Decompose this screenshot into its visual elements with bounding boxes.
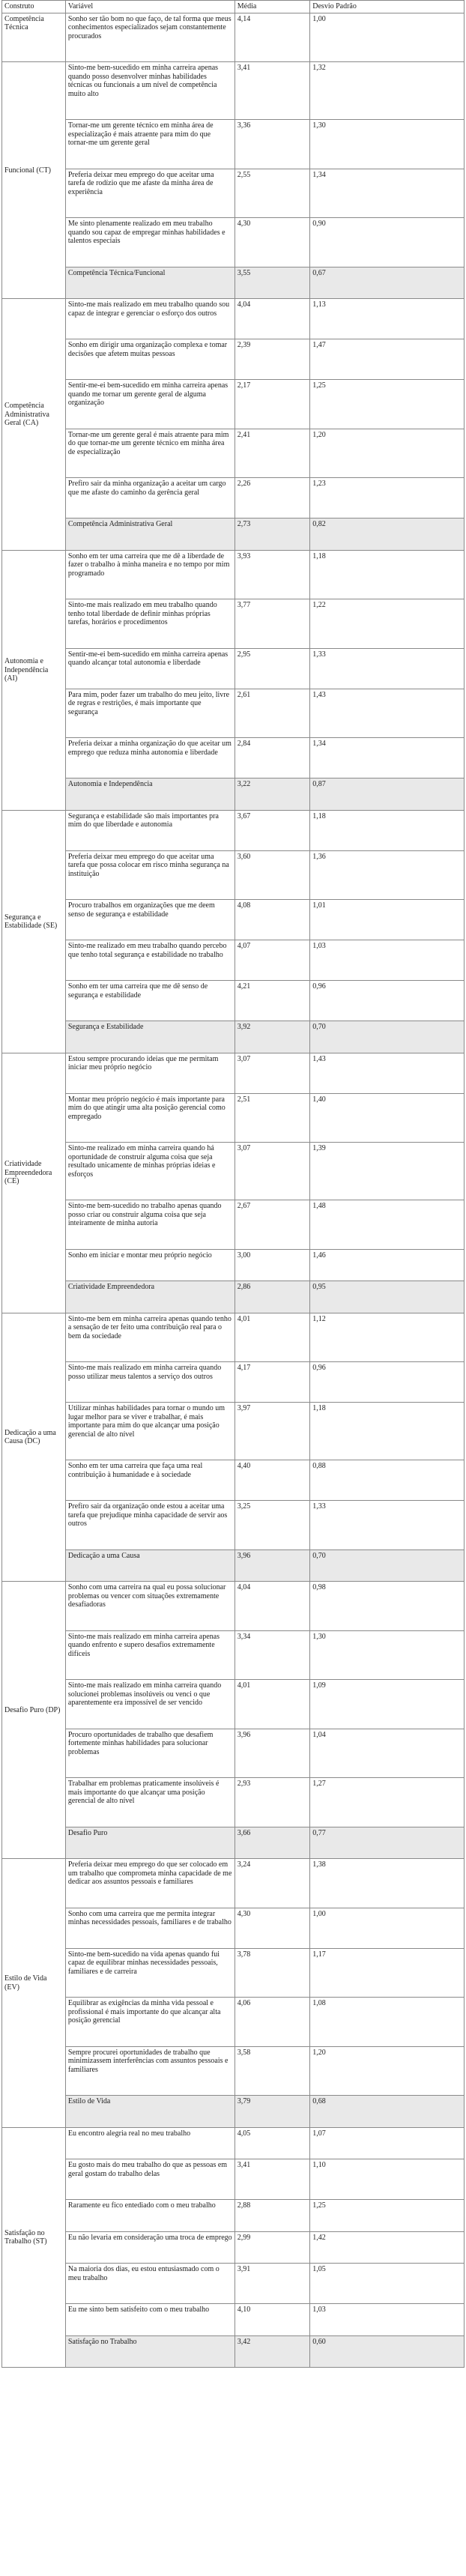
table-row [2,648,465,689]
table-row [2,1680,465,1729]
variable-cell: Sinto-me bem em minha carreira apenas quando tenho a sensação de ter feito uma contribuição real para o bem da sociedade [65,1313,234,1362]
construct-cell: Criatividade Empreendedora (CE) [2,1053,66,1313]
total-row [2,267,465,299]
total-mean: 2,86 [234,1281,309,1313]
variable-cell: Preferia deixar meu emprego do que aceitar uma tarefa de rodízio que me afaste da minha área de experiência [65,169,234,218]
construct-cell: Funcional (CT) [2,62,66,299]
table-row [2,900,465,940]
mean-cell: 4,08 [234,900,309,940]
sd-cell: 1,30 [310,1630,465,1680]
total-mean: 3,96 [234,1549,309,1582]
sd-cell: 1,33 [310,1501,465,1550]
total-sd: 0,68 [310,2096,465,2128]
header-row [2,1,465,13]
variable-cell: Montar meu próprio negócio é mais importante para mim do que atingir uma alta posição gerencial como empregado [65,1093,234,1143]
variable-cell: Equilibrar as exigências da minha vida pessoal e profissional é mais importante do que alcançar alta posição gerencial [65,1998,234,2047]
sd-cell: 1,39 [310,1143,465,1200]
table-row [2,2304,465,2336]
variable-cell: Sinto-me realizado em minha carreira quando há oportunidade de construir alguma coisa que seja resultado unicamente de minhas próprias ideias e esforços [65,1143,234,1200]
variable-cell: Na maioria dos dias, eu estou entusiasmado com o meu trabalho [65,2264,234,2304]
table-row [2,62,465,120]
sd-cell: 0,98 [310,1582,465,1631]
table-row [2,1403,465,1460]
mean-cell: 4,04 [234,299,309,339]
table-row [2,2231,465,2264]
construct-cell: Competência Administrativa Geral (CA) [2,299,66,551]
total-sd: 0,87 [310,778,465,811]
mean-cell: 3,67 [234,810,309,850]
sd-cell: 1,25 [310,2200,465,2232]
sd-cell: 1,48 [310,1200,465,1250]
total-mean: 3,42 [234,2335,309,2368]
variable-cell: Eu gosto mais do meu trabalho do que as pessoas em geral gostam do trabalho delas [65,2159,234,2200]
total-row [2,518,465,551]
mean-cell: 2,88 [234,2200,309,2232]
header-media: Média [234,1,309,13]
variable-cell: Sinto-me realizado em meu trabalho quando percebo que tenho total segurança e estabilidade no trabalho [65,940,234,981]
sd-cell: 1,38 [310,1859,465,1908]
mean-cell: 4,01 [234,1313,309,1362]
total-label: Competência Administrativa Geral [65,518,234,551]
table-row [2,169,465,218]
sd-cell: 1,10 [310,2159,465,2200]
variable-cell: Eu me sinto bem satisfeito com o meu trabalho [65,2304,234,2336]
variable-cell: Eu não levaria em consideração uma troca de emprego [65,2231,234,2264]
total-label: Autonomia e Independência [65,778,234,811]
mean-cell: 3,78 [234,1948,309,1998]
variable-cell: Preferia deixar a minha organização do que aceitar um emprego que reduza minha autonomia e liberdade [65,738,234,778]
total-sd: 0,70 [310,1549,465,1582]
mean-cell: 2,61 [234,689,309,738]
table-row [2,1501,465,1550]
sd-cell: 1,05 [310,2264,465,2304]
sd-cell: 1,03 [310,2304,465,2336]
sd-cell: 1,30 [310,120,465,169]
variable-cell: Sinto-me mais realizado em minha carreira apenas quando enfrento e supero desafios extremamente difíceis [65,1630,234,1680]
sd-cell: 1,34 [310,738,465,778]
sd-cell: 0,90 [310,218,465,267]
total-label: Satisfação no Trabalho [65,2335,234,2368]
mean-cell: 2,99 [234,2231,309,2264]
variable-cell: Me sinto plenamente realizado em meu trabalho quando sou capaz de empregar minhas habilidades e talentos especiais [65,218,234,267]
variable-cell: Sonho em ter uma carreira que faça uma real contribuição à humanidade e à sociedade [65,1460,234,1501]
sd-cell: 1,07 [310,2127,465,2159]
total-label: Desafio Puro [65,1827,234,1859]
sd-cell: 1,13 [310,299,465,339]
construct-cell: Segurança e Estabilidade (SE) [2,810,66,1053]
table-row [2,599,465,649]
sd-cell: 1,04 [310,1729,465,1778]
sd-cell: 1,00 [310,1908,465,1948]
construct-cell: Dedicação a uma Causa (DC) [2,1313,66,1582]
sd-cell: 1,18 [310,550,465,599]
table-row [2,1630,465,1680]
total-row [2,778,465,811]
mean-cell: 4,21 [234,981,309,1021]
sd-cell: 1,34 [310,169,465,218]
variable-cell: Preferia deixar meu emprego do que ser colocado em um trabalho que comprometa minha capacidade de me dedicar aos assuntos pessoais e familiares [65,1859,234,1908]
sd-cell: 1,00 [310,13,465,62]
table-row [2,689,465,738]
sd-cell: 1,08 [310,1998,465,2047]
variable-cell: Sonho em ter uma carreira que me dê a liberdade de fazer o trabalho à minha maneira e no tempo por mim programado [65,550,234,599]
table-row [2,1859,465,1908]
construct-cell: Autonomia e Independência (AI) [2,550,66,810]
sd-cell: 1,32 [310,62,465,120]
variable-cell: Sonho em iniciar e montar meu próprio negócio [65,1249,234,1281]
header-variavel: Variável [65,1,234,13]
sd-cell: 1,40 [310,1093,465,1143]
mean-cell: 4,30 [234,218,309,267]
mean-cell: 2,93 [234,1778,309,1827]
table-row [2,1313,465,1362]
table-row [2,120,465,169]
total-mean: 3,55 [234,267,309,299]
variable-cell: Sempre procurei oportunidades de trabalho que minimizassem interferências com assuntos pessoais e familiares [65,2046,234,2096]
mean-cell: 2,67 [234,1200,309,1250]
table-row [2,1908,465,1948]
table-row [2,1998,465,2047]
mean-cell: 4,01 [234,1680,309,1729]
table-row [2,2127,465,2159]
total-sd: 0,70 [310,1021,465,1053]
table-row [2,2046,465,2096]
mean-cell: 4,17 [234,1362,309,1403]
mean-cell: 3,00 [234,1249,309,1281]
total-label: Dedicação a uma Causa [65,1549,234,1582]
total-row [2,2335,465,2368]
table-row [2,339,465,380]
total-label: Segurança e Estabilidade [65,1021,234,1053]
header-desvio: Desvio Padrão [310,1,465,13]
variable-cell: Preferia deixar meu emprego do que aceitar uma tarefa que possa colocar em risco minha segurança na instituição [65,850,234,900]
table-row [2,218,465,267]
sd-cell: 1,43 [310,689,465,738]
mean-cell: 4,10 [234,2304,309,2336]
variable-cell: Sonho com uma carreira que me permita integrar minhas necessidades pessoais, familiares e de trabalho [65,1908,234,1948]
sd-cell: 1,25 [310,380,465,429]
table-row [2,1093,465,1143]
mean-cell: 4,04 [234,1582,309,1631]
mean-cell: 3,07 [234,1143,309,1200]
total-mean: 2,73 [234,518,309,551]
variable-cell: Sinto-me bem-sucedido na vida apenas quando fui capaz de equilibrar minhas necessidades pessoais, familiares e de carreira [65,1948,234,1998]
mean-cell: 3,97 [234,1403,309,1460]
mean-cell: 3,07 [234,1053,309,1093]
total-sd: 0,60 [310,2335,465,2368]
table-row [2,478,465,518]
sd-cell: 1,22 [310,599,465,649]
variable-cell: Sinto-me bem-sucedido em minha carreira apenas quando posso desenvolver minhas habilidades técnicas ou funcionais a um nível de competência muito alto [65,62,234,120]
sd-cell: 1,18 [310,810,465,850]
total-sd: 0,95 [310,1281,465,1313]
mean-cell: 3,25 [234,1501,309,1550]
total-mean: 3,79 [234,2096,309,2128]
variable-cell: Eu encontro alegria real no meu trabalho [65,2127,234,2159]
mean-cell: 4,40 [234,1460,309,1501]
mean-cell: 3,36 [234,120,309,169]
sd-cell: 0,96 [310,1362,465,1403]
mean-cell: 2,95 [234,648,309,689]
total-sd: 0,82 [310,518,465,551]
mean-cell: 3,58 [234,2046,309,2096]
table-row [2,429,465,478]
variable-cell: Segurança e estabilidade são mais importantes pra mim do que liberdade e autonomia [65,810,234,850]
sd-cell: 1,09 [310,1680,465,1729]
table-row [2,1200,465,1250]
variable-cell: Utilizar minhas habilidades para tornar o mundo um lugar melhor para se viver e trabalhar, é mais importante para mim do que alcançar uma posição gerencial de alto nível [65,1403,234,1460]
total-row [2,2096,465,2128]
mean-cell: 2,26 [234,478,309,518]
table-row [2,738,465,778]
variable-cell: Procuro oportunidades de trabalho que desafiem fortemente minhas habilidades para solucionar problemas [65,1729,234,1778]
mean-cell: 4,05 [234,2127,309,2159]
sd-cell: 1,42 [310,2231,465,2264]
mean-cell: 4,14 [234,13,309,62]
mean-cell: 2,84 [234,738,309,778]
variable-cell: Estou sempre procurando ideias que me permitam iniciar meu próprio negócio [65,1053,234,1093]
mean-cell: 4,30 [234,1908,309,1948]
mean-cell: 3,34 [234,1630,309,1680]
variable-cell: Prefiro sair da minha organização a aceitar um cargo que me afaste do caminho da gerência geral [65,478,234,518]
total-mean: 3,66 [234,1827,309,1859]
variable-cell: Trabalhar em problemas praticamente insolúveis é mais importante do que alcançar uma posição gerencial de alto nível [65,1778,234,1827]
mean-cell: 3,96 [234,1729,309,1778]
sd-cell: 1,27 [310,1778,465,1827]
table-row [2,13,465,62]
sd-cell: 1,33 [310,648,465,689]
sd-cell: 0,96 [310,981,465,1021]
table-row [2,380,465,429]
sd-cell: 1,47 [310,339,465,380]
sd-cell: 1,43 [310,1053,465,1093]
table-row [2,1249,465,1281]
mean-cell: 2,41 [234,429,309,478]
variable-cell: Raramente eu fico entediado com o meu trabalho [65,2200,234,2232]
variable-cell: Sonho ser tão bom no que faço, de tal forma que meus conhecimentos especializados sejam constantemente procurados [65,13,234,62]
constructs-table [1,0,465,2368]
total-label: Competência Técnica/Funcional [65,267,234,299]
construct-cell: Estilo de Vida (EV) [2,1859,66,2128]
table-row [2,1948,465,1998]
sd-cell: 1,01 [310,900,465,940]
variable-cell: Sentir-me-ei bem-sucedido em minha carreira apenas quando me tornar um gerente geral de alguma organização [65,380,234,429]
table-row [2,1362,465,1403]
table-row [2,810,465,850]
table-row [2,850,465,900]
construct-cell: Desafio Puro (DP) [2,1582,66,1859]
sd-cell: 1,18 [310,1403,465,1460]
variable-cell: Tornar-me um gerente geral é mais atraente para mim do que tornar-me um gerente técnico em minha área de especialização [65,429,234,478]
construct-cell: Satisfação no Trabalho (ST) [2,2127,66,2368]
mean-cell: 2,39 [234,339,309,380]
variable-cell: Tornar-me um gerente técnico em minha área de especialização é mais atraente para mim do que tornar-me um gerente geral [65,120,234,169]
total-sd: 0,77 [310,1827,465,1859]
sd-cell: 0,88 [310,1460,465,1501]
construct-cell: Competência Técnica [2,13,66,62]
variable-cell: Procuro trabalhos em organizações que me deem senso de segurança e estabilidade [65,900,234,940]
variable-cell: Sonho em ter uma carreira que me dê senso de segurança e estabilidade [65,981,234,1021]
variable-cell: Sinto-me mais realizado em minha carreira quando posso utilizar meus talentos a serviço dos outros [65,1362,234,1403]
table-row [2,1460,465,1501]
sd-cell: 1,36 [310,850,465,900]
table-row [2,1143,465,1200]
total-mean: 3,22 [234,778,309,811]
variable-cell: Prefiro sair da organização onde estou a aceitar uma tarefa que prejudique minha capacidade de servir aos outros [65,1501,234,1550]
sd-cell: 1,20 [310,429,465,478]
total-label: Estilo de Vida [65,2096,234,2128]
sd-cell: 1,46 [310,1249,465,1281]
variable-cell: Sinto-me mais realizado em meu trabalho quando sou capaz de integrar e gerenciar o esforço dos outros [65,299,234,339]
total-row [2,1827,465,1859]
mean-cell: 4,07 [234,940,309,981]
mean-cell: 4,06 [234,1998,309,2047]
mean-cell: 2,51 [234,1093,309,1143]
mean-cell: 3,77 [234,599,309,649]
total-mean: 3,92 [234,1021,309,1053]
sd-cell: 1,12 [310,1313,465,1362]
table-row [2,1053,465,1093]
table-row [2,940,465,981]
table-row [2,2264,465,2304]
total-row [2,1549,465,1582]
variable-cell: Sonho em dirigir uma organização complexa e tomar decisões que afetem muitas pessoas [65,339,234,380]
mean-cell: 3,41 [234,2159,309,2200]
mean-cell: 3,60 [234,850,309,900]
variable-cell: Sinto-me mais realizado em meu trabalho quando tenho total liberdade de definir minhas próprias tarefas, horários e procedimentos [65,599,234,649]
total-sd: 0,67 [310,267,465,299]
mean-cell: 3,24 [234,1859,309,1908]
variable-cell: Para mim, poder fazer um trabalho do meu jeito, livre de regras e restrições, é mais importante que segurança [65,689,234,738]
table-row [2,299,465,339]
sd-cell: 1,03 [310,940,465,981]
total-row [2,1281,465,1313]
variable-cell: Sinto-me mais realizado em minha carreira quando solucionei problemas insolúveis ou venci o que aparentemente era impossível de ser vencido [65,1680,234,1729]
variable-cell: Sentir-me-ei bem-sucedido em minha carreira apenas quando alcançar total autonomia e liberdade [65,648,234,689]
table-row [2,1729,465,1778]
mean-cell: 3,93 [234,550,309,599]
variable-cell: Sonho com uma carreira na qual eu possa solucionar problemas ou vencer com situações extremamente desafiadoras [65,1582,234,1631]
table-row [2,981,465,1021]
variable-cell: Sinto-me bem-sucedido no trabalho apenas quando posso criar ou construir alguma coisa que seja inteiramente de minha autoria [65,1200,234,1250]
table-row [2,2159,465,2200]
table-row [2,1778,465,1827]
sd-cell: 1,20 [310,2046,465,2096]
sd-cell: 1,17 [310,1948,465,1998]
table-row [2,2200,465,2232]
table-row [2,1582,465,1631]
sd-cell: 1,23 [310,478,465,518]
total-label: Criatividade Empreendedora [65,1281,234,1313]
mean-cell: 3,41 [234,62,309,120]
total-row [2,1021,465,1053]
mean-cell: 3,91 [234,2264,309,2304]
table-row [2,550,465,599]
mean-cell: 2,55 [234,169,309,218]
mean-cell: 2,17 [234,380,309,429]
header-construto: Construto [2,1,66,13]
